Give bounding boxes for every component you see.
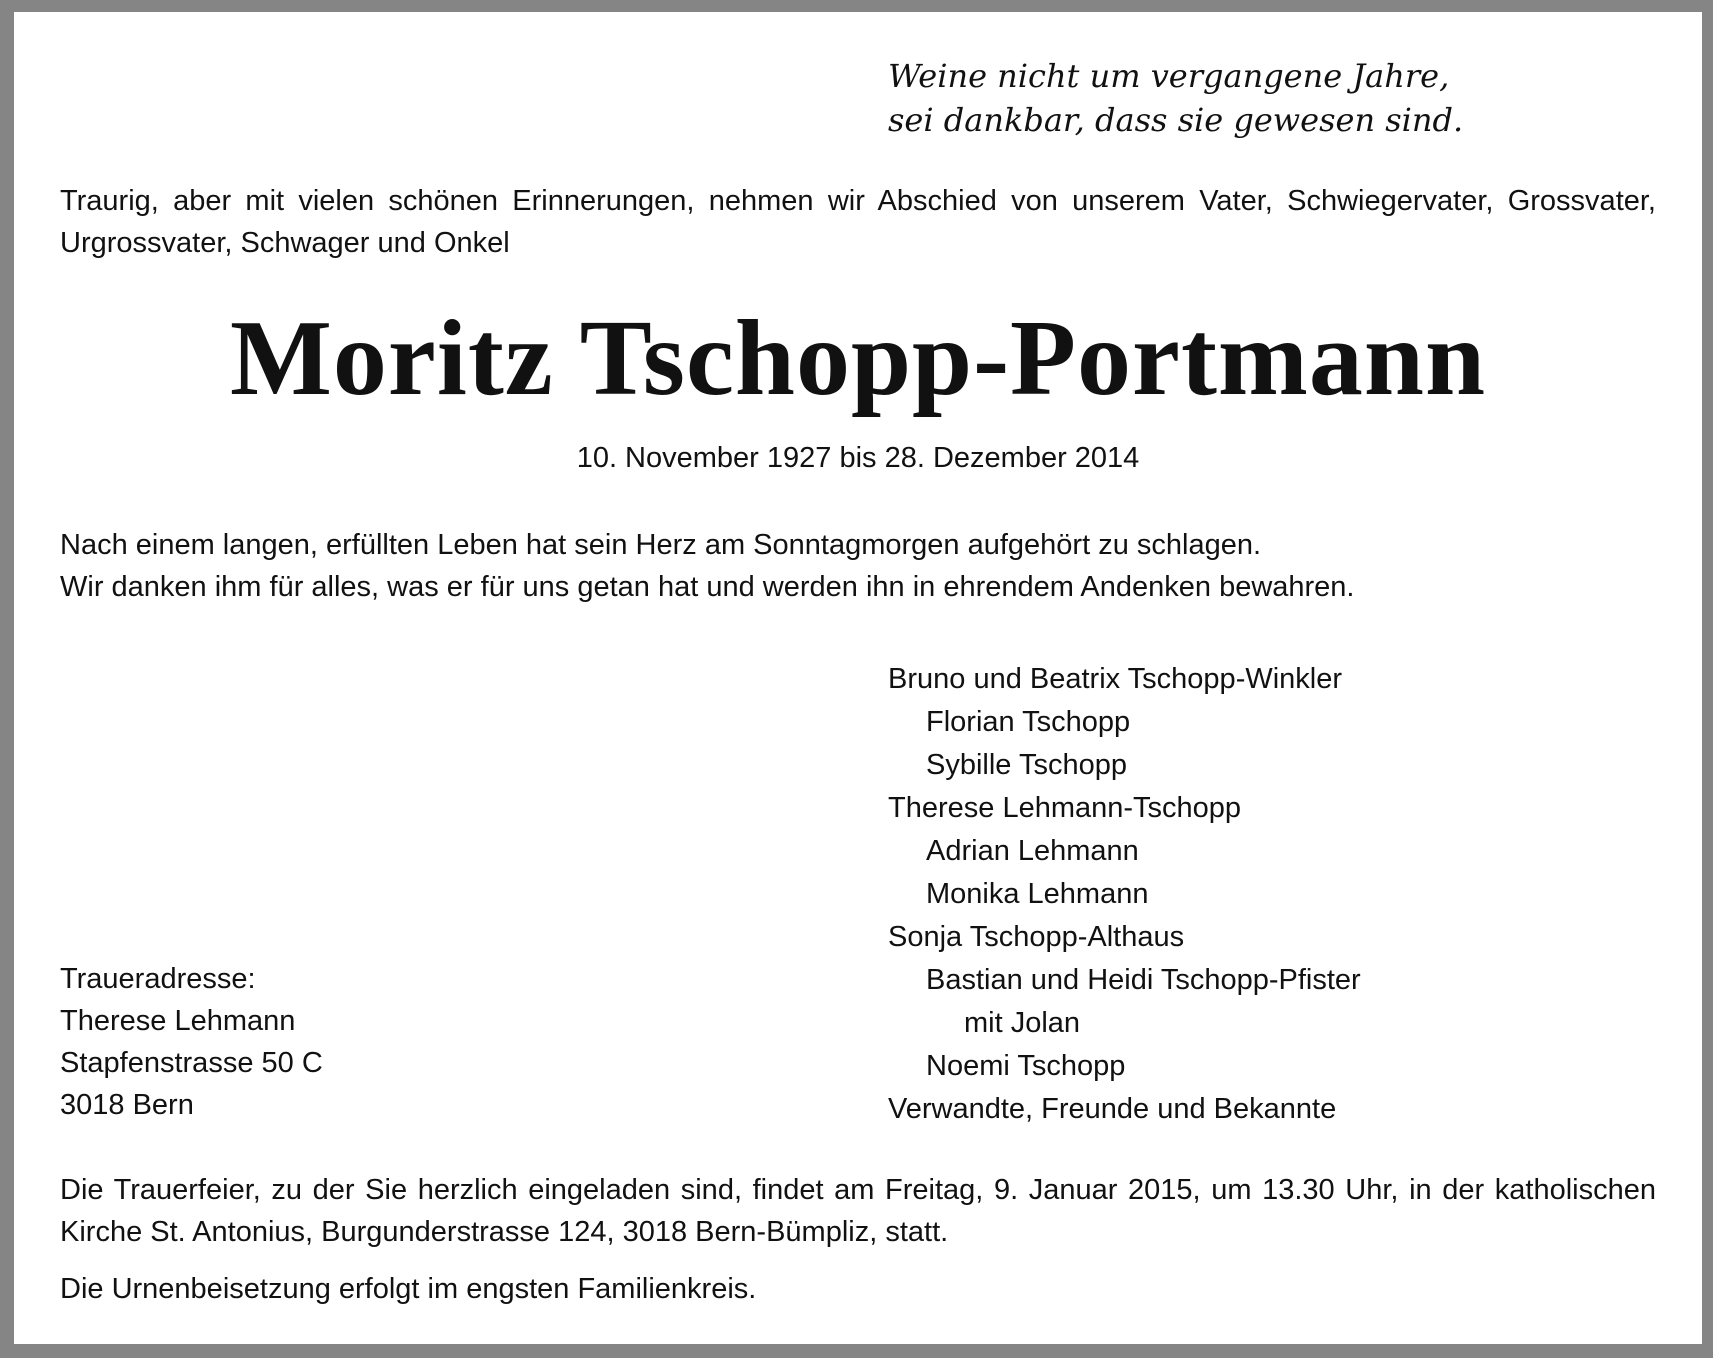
mourner-entry: mit Jolan xyxy=(964,1007,1081,1039)
mourner-entry: Noemi Tschopp xyxy=(926,1050,1126,1082)
mourner-entry: Sybille Tschopp xyxy=(926,749,1127,781)
life-dates: 10. November 1927 bis 28. Dezember 2014 xyxy=(576,442,1140,474)
mourners-list xyxy=(888,658,1361,1131)
mourner-entry: Monika Lehmann xyxy=(926,878,1149,910)
mourner-entry: Florian Tschopp xyxy=(926,706,1131,738)
address-city: 3018 Bern xyxy=(60,1089,194,1121)
motto-line-2: sei dankbar, dass sie gewesen sind. xyxy=(888,101,1464,139)
address-label: Traueradresse: xyxy=(60,963,256,995)
life-line-2: Wir danken ihm für alles, was er für uns getan hat und werden ihn in ehrendem Andenken bewahren. xyxy=(60,571,1355,603)
mourner-entry: Verwandte, Freunde und Bekannte xyxy=(888,1093,1337,1125)
motto-line-1: Weine nicht um vergangene Jahre, xyxy=(888,57,1450,95)
mourner-entry: Adrian Lehmann xyxy=(926,835,1139,867)
address-name: Therese Lehmann xyxy=(60,1005,296,1037)
obituary-notice xyxy=(14,12,1702,1344)
life-line-1: Nach einem langen, erfüllten Leben hat sein Herz am Sonntagmorgen aufgehört zu schlagen. xyxy=(60,529,1262,561)
motto-quote xyxy=(888,54,1463,142)
ceremony-info: Die Trauerfeier, zu der Sie herzlich eingeladen sind, findet am Freitag, 9. Januar 2015, um 13.30 Uhr, in der katholischen Kirche St. Antonius, Burgunderstrasse 124, 3018 Bern-Bümpliz, statt. xyxy=(60,1174,1656,1248)
deceased-name: Moritz Tschopp-Portmann xyxy=(229,299,1487,418)
address-street: Stapfenstrasse 50 C xyxy=(60,1047,323,1079)
life-statement xyxy=(60,524,1355,608)
urn-burial-note: Die Urnenbeisetzung erfolgt im engsten Familienkreis. xyxy=(60,1273,757,1305)
intro-text: Traurig, aber mit vielen schönen Erinnerungen, nehmen wir Abschied von unserem Vater, Schwiegervater, Grossvater, Urgrossvater, Schwager und Onkel xyxy=(60,185,1656,259)
mourner-entry: Sonja Tschopp-Althaus xyxy=(888,921,1185,953)
mourner-entry: Therese Lehmann-Tschopp xyxy=(888,792,1242,824)
mourner-entry: Bastian und Heidi Tschopp-Pfister xyxy=(926,964,1361,996)
mourner-entry: Bruno und Beatrix Tschopp-Winkler xyxy=(888,663,1343,695)
mourning-address xyxy=(60,958,323,1126)
